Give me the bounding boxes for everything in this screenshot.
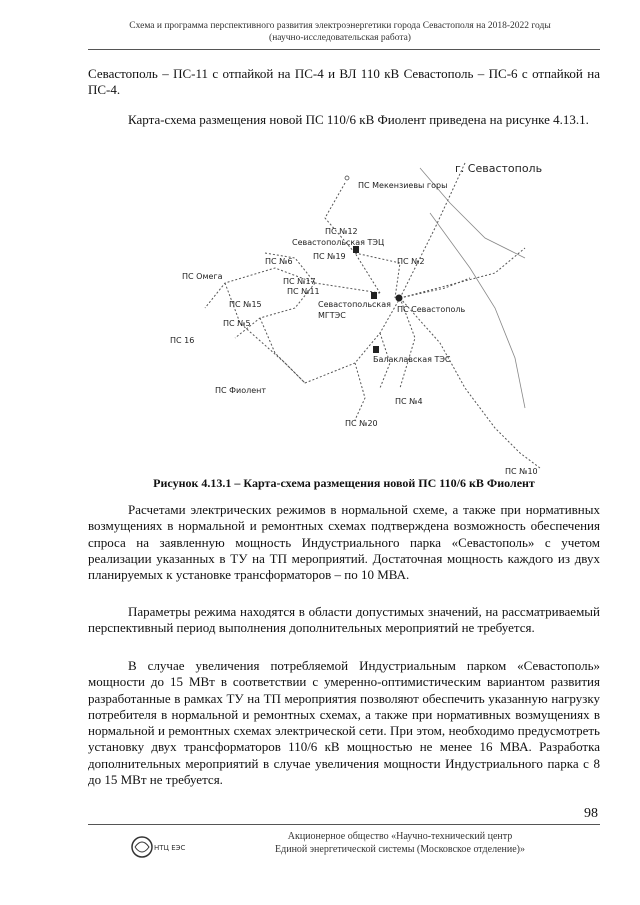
city-label: г. Севастополь (455, 162, 543, 175)
figure-caption: Рисунок 4.13.1 – Карта-схема размещения новой ПС 110/6 кВ Фиолент (153, 476, 535, 490)
mgtes-station-marker (371, 292, 377, 299)
label-mgtes1: Севастопольская (318, 300, 391, 309)
label-balaklava: Балаклавская ТЭС (373, 355, 451, 364)
ntc-ees-logo (130, 832, 186, 862)
power-grid-map (165, 158, 565, 476)
paragraph-continuation: Севастополь – ПС-11 с отпайкой на ПС-4 и ВЛ 110 кВ Севастополь – ПС-6 с отпайкой на ПС-4. (88, 66, 600, 98)
label-ps16: ПС 16 (170, 336, 195, 345)
label-fiolent: ПС Фиолент (215, 386, 267, 395)
paragraph-map-reference: Карта-схема размещения новой ПС 110/6 кВ Фиолент приведена на рисунке 4.13.1. (128, 112, 589, 127)
label-ps10: ПС №10 (505, 467, 538, 476)
label-ps17: ПС №17 (283, 277, 316, 286)
header-subtitle: (научно-исследовательская работа) (269, 33, 411, 43)
label-ps12: ПС №12 (325, 227, 358, 236)
label-ps20: ПС №20 (345, 419, 378, 428)
label-omega: ПС Омега (182, 272, 223, 281)
label-ps6: ПС №6 (265, 257, 293, 266)
label-mekenzievy: ПС Мекензиевы горы (358, 181, 448, 190)
label-ps4: ПС №4 (395, 397, 423, 406)
label-ps11: ПС №11 (287, 287, 320, 296)
footer (200, 830, 600, 856)
page-number: 98 (584, 806, 598, 821)
label-ps2: ПС №2 (397, 257, 425, 266)
svg-text:НТЦ ЕЭС: НТЦ ЕЭС (154, 844, 186, 852)
paragraph-parameters: Параметры режима находятся в области допустимых значений, на рассматриваемый перспективный период выполнения дополнительных мероприятий не требуется. (88, 604, 600, 636)
tec-station-marker (353, 246, 359, 253)
mekenzievy-marker (345, 176, 349, 180)
coastal-lines (420, 168, 525, 408)
label-tec: Севастопольская ТЭЦ (292, 238, 385, 247)
balaklava-station-marker (373, 346, 379, 353)
label-ps5: ПС №5 (223, 319, 251, 328)
sevastopol-substation-marker (396, 295, 403, 302)
footer-divider (88, 824, 600, 825)
label-ps15: ПС №15 (229, 300, 262, 309)
label-mgtes2: МГТЭС (318, 311, 346, 320)
page-header (90, 20, 590, 44)
header-divider (88, 49, 600, 50)
footer-line2: Единой энергетической системы (Московское отделение)» (275, 844, 525, 855)
label-pssev: ПС Севастополь (397, 305, 466, 314)
header-title: Схема и программа перспективного развития электроэнергетики города Севастополя на 2018-2022 годы (129, 21, 551, 31)
footer-line1: Акционерное общество «Научно-технический центр (287, 831, 513, 842)
paragraph-calculation: Расчетами электрических режимов в нормальной схеме, а также при нормативных возмущениях в нормальной и ремонтных схемах подтверждена возможность обеспечения спроса на заявленную мощность Индустриального парка «Севастополь» с учетом реализации указанных в ТУ на ТП мероприятий. Достаточная мощность каждого из двух планируемых к установке трансформаторов – по 10 МВА. (88, 502, 600, 583)
paragraph-increase: В случае увеличения потребляемой Индустриальным парком «Севастополь» мощности до 15 МВт в соответствии с умеренно-оптимистическим вариантом развития разработанные в рамках ТУ на ТП мероприятия позволяют обеспечить указанную нагрузку потребителя в нормальной и ремонтных схемах, а также при нормативных возмущениях в нормальной и ремонтных схемах электрической сети. При этом, необходимо предусмотреть установку двух трансформаторов 110/6 кВ мощностью не менее 16 МВА. Разработка дополнительных мероприятий в случае увеличения мощности Индустриального парка с 8 до 15 МВт не требуется. (88, 658, 600, 788)
label-ps19: ПС №19 (313, 252, 346, 261)
